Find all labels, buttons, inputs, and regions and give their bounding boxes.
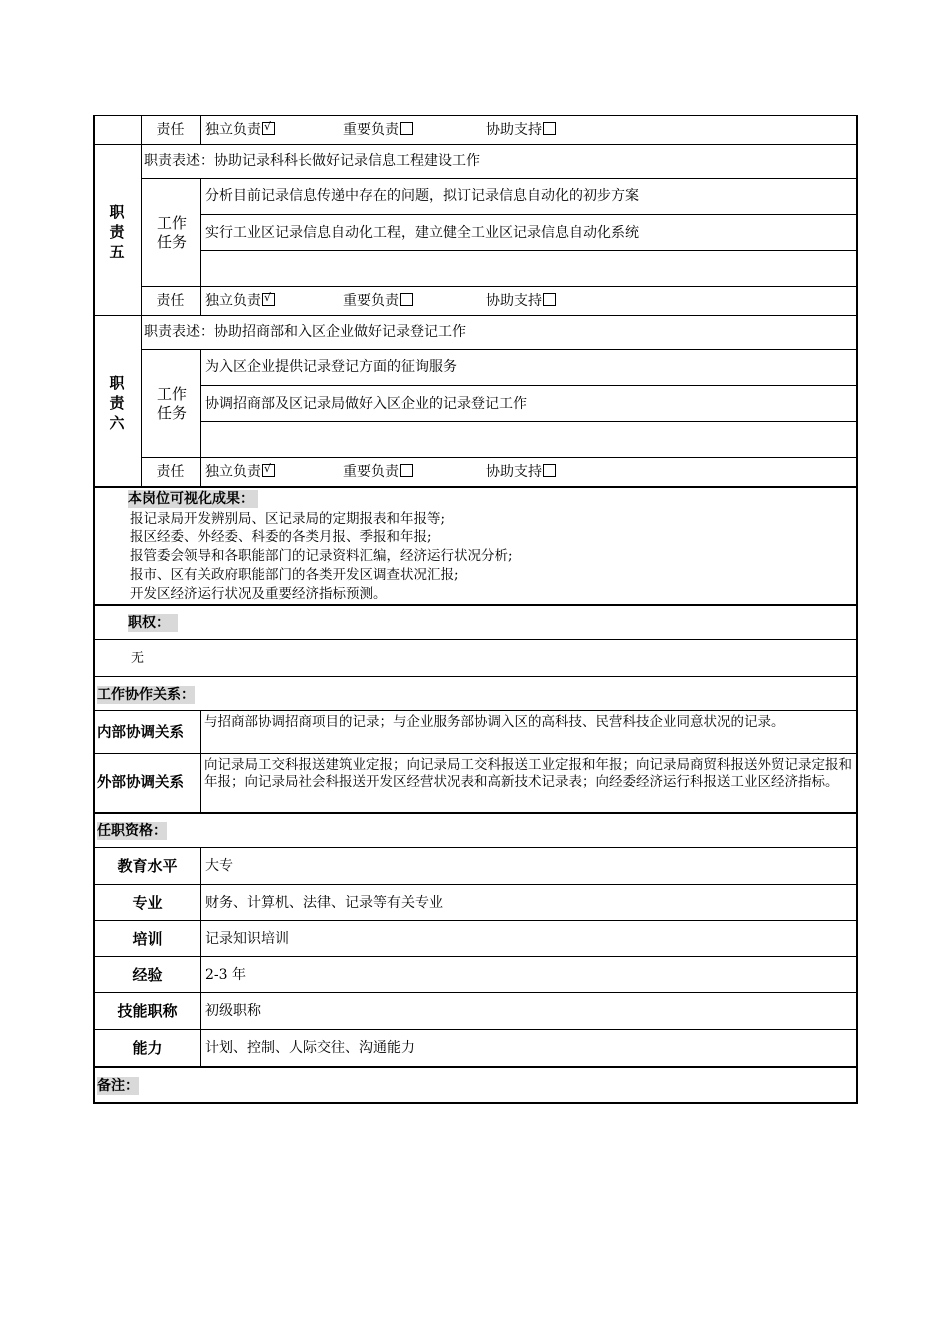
external-coordination-label: 外部协调关系	[97, 775, 184, 791]
qualification-value: 2-3 年	[205, 967, 246, 983]
checkbox-icon[interactable]	[400, 464, 413, 477]
duty6-label: 职 责 六	[109, 374, 125, 432]
qualification-label: 能力	[132, 1039, 163, 1057]
checkbox-icon[interactable]	[543, 293, 556, 306]
internal-coordination-label: 内部协调关系	[97, 725, 184, 741]
checkbox-icon[interactable]	[400, 293, 413, 306]
duty6-task-label: 工作任务	[156, 385, 187, 422]
checkbox-checked-icon[interactable]	[262, 293, 275, 306]
qualification-label: 经验	[132, 966, 163, 984]
assist-option[interactable]: 协助支持	[486, 292, 556, 310]
visible-results-line: 报记录局开发辨别局、区记录局的定期报表和年报等;	[130, 511, 446, 527]
qualification-label: 技能职称	[117, 1002, 178, 1020]
duty5-label: 职 责 五	[109, 203, 125, 261]
checkbox-icon[interactable]	[543, 464, 556, 477]
authority-title: 职权：	[128, 614, 178, 632]
visible-results-line: 报区经委、外经委、科委的各类月报、季报和年报;	[130, 529, 432, 545]
checkbox-checked-icon[interactable]	[262, 464, 275, 477]
duty6-task-2: 协调招商部及区记录局做好入区企业的记录登记工作	[205, 396, 527, 412]
assist-option[interactable]: 协助支持	[486, 463, 556, 481]
assist-option[interactable]: 协助支持	[486, 121, 556, 139]
qualification-label: 培训	[132, 930, 163, 948]
authority-value: 无	[131, 651, 145, 666]
independent-option[interactable]: 独立负责√	[205, 292, 275, 310]
important-option[interactable]: 重要负责	[343, 121, 413, 139]
duty6-task-1: 为入区企业提供记录登记方面的征询服务	[205, 359, 457, 375]
duty5-task-1: 分析目前记录信息传递中存在的问题，拟订记录信息自动化的初步方案	[205, 188, 639, 204]
responsibility-label: 责任	[156, 122, 185, 138]
qualification-value: 计划、控制、人际交往、沟通能力	[205, 1040, 415, 1056]
duty5-task-2: 实行工业区记录信息自动化工程，建立健全工业区记录信息自动化系统	[205, 225, 639, 241]
duty5-description: 职责表述：协助记录科科长做好记录信息工程建设工作	[144, 153, 480, 169]
qualifications-title: 任职资格：	[97, 823, 167, 839]
visible-results-line: 报市、区有关政府职能部门的各类开发区调查状况汇报;	[130, 567, 459, 583]
visible-results-line: 报管委会领导和各职能部门的记录资料汇编，经济运行状况分析;	[130, 548, 513, 564]
independent-option[interactable]: 独立负责√	[205, 463, 275, 481]
checkbox-icon[interactable]	[543, 122, 556, 135]
checkbox-icon[interactable]	[400, 122, 413, 135]
visible-results-title: 本岗位可视化成果：	[128, 490, 258, 508]
responsibility-label: 责任	[156, 464, 185, 480]
important-option[interactable]: 重要负责	[343, 463, 413, 481]
notes-title: 备注：	[97, 1078, 139, 1094]
duty5-task-label: 工作任务	[156, 214, 187, 251]
visible-results-line: 开发区经济运行状况及重要经济指标预测。	[130, 586, 387, 602]
qualification-value: 初级职称	[205, 1003, 261, 1019]
important-option[interactable]: 重要负责	[343, 292, 413, 310]
qualification-value: 财务、计算机、法律、记录等有关专业	[205, 895, 443, 911]
qualification-label: 专业	[132, 894, 163, 912]
internal-coordination-text: 与招商部协调招商项目的记录；与企业服务部协调入区的高科技、民营科技企业同意状况的记录。	[204, 714, 785, 730]
qualification-value: 大专	[205, 858, 233, 874]
checkbox-checked-icon[interactable]	[262, 122, 275, 135]
external-coordination-text: 向记录局工交科报送建筑业定报；向记录局工交科报送工业定报和年报；向记录局商贸科报送外贸记录定报和年报；向记录局社会科报送开发区经营状况表和高新技术记录表；向经委经济运行科报送工业区经济指标。	[204, 757, 852, 790]
qualification-label: 教育水平	[117, 857, 178, 875]
duty6-description: 职责表述：协助招商部和入区企业做好记录登记工作	[144, 324, 466, 340]
cooperation-title: 工作协作关系：	[97, 687, 195, 703]
qualification-value: 记录知识培训	[205, 931, 289, 947]
independent-option[interactable]: 独立负责√	[205, 121, 275, 139]
responsibility-label: 责任	[156, 293, 185, 309]
